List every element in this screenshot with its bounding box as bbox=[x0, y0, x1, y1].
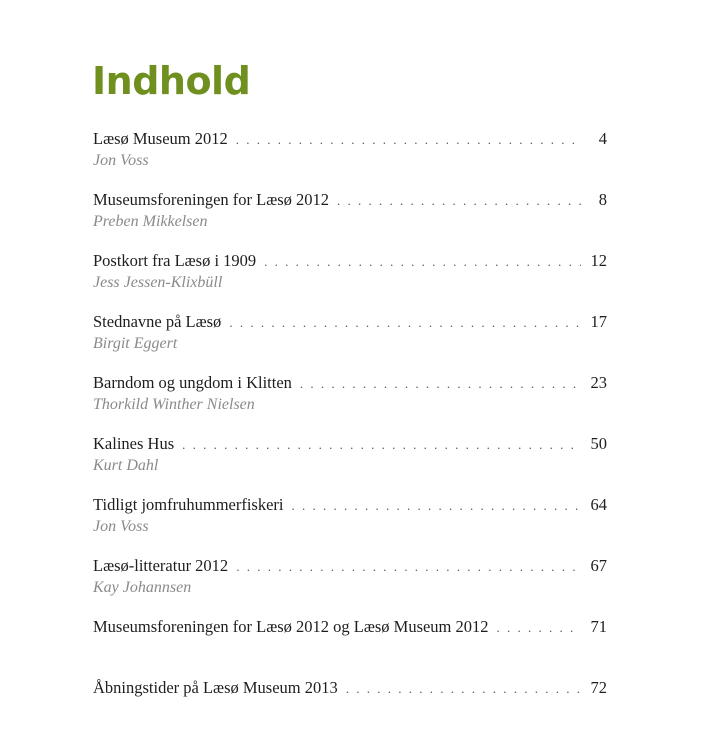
toc-entry bbox=[93, 677, 607, 738]
dot-leader bbox=[182, 434, 581, 456]
entry-author: Jon Voss bbox=[93, 152, 149, 169]
dot-leader bbox=[300, 373, 581, 395]
page-number: 12 bbox=[590, 251, 607, 270]
toc-line bbox=[93, 555, 607, 578]
toc-line bbox=[93, 433, 607, 456]
toc-line bbox=[93, 189, 607, 212]
toc-line bbox=[93, 677, 607, 700]
dot-leader bbox=[229, 312, 581, 334]
entry-title: Læsø-litteratur 2012 bbox=[93, 556, 229, 575]
toc-entry bbox=[93, 616, 607, 677]
toc-line bbox=[93, 250, 607, 273]
toc-entry bbox=[93, 555, 607, 616]
toc-entry bbox=[93, 494, 607, 555]
page-number: 23 bbox=[590, 373, 607, 392]
dot-leader bbox=[236, 129, 581, 151]
table-of-contents bbox=[93, 128, 607, 738]
entry-author: Kay Johannsen bbox=[93, 579, 192, 596]
page-number: 72 bbox=[590, 678, 607, 697]
entry-title: Museumsforeningen for Læsø 2012 bbox=[93, 190, 330, 209]
toc-line bbox=[93, 494, 607, 517]
entry-title: Stednavne på Læsø bbox=[93, 312, 222, 331]
dot-leader bbox=[346, 678, 581, 700]
dot-leader bbox=[337, 190, 581, 212]
page-number: 64 bbox=[590, 495, 607, 514]
entry-title: Museumsforeningen for Læsø 2012 og Læsø Museum 2012 bbox=[93, 617, 489, 636]
page-number: 8 bbox=[598, 190, 607, 209]
entry-author: Thorkild Winther Nielsen bbox=[93, 396, 255, 413]
page-number: 67 bbox=[590, 556, 607, 575]
entry-title: Barndom og ungdom i Klitten bbox=[93, 373, 292, 392]
entry-title: Tidligt jomfruhummerfiskeri bbox=[93, 495, 284, 514]
page-title: Indhold bbox=[92, 59, 251, 103]
toc-entry bbox=[93, 250, 607, 311]
entry-author: Jon Voss bbox=[93, 518, 149, 535]
entry-title: Kalines Hus bbox=[93, 434, 175, 453]
toc-line bbox=[93, 616, 607, 639]
dot-leader bbox=[236, 556, 581, 578]
entry-title: Åbningstider på Læsø Museum 2013 bbox=[93, 678, 338, 697]
entry-author: Jess Jessen-Klixbüll bbox=[93, 274, 223, 291]
dot-leader bbox=[264, 251, 581, 273]
entry-title: Læsø Museum 2012 bbox=[93, 129, 228, 148]
page-number: 71 bbox=[590, 617, 607, 636]
toc-entry bbox=[93, 372, 607, 433]
toc-entry bbox=[93, 128, 607, 189]
entry-author: Kurt Dahl bbox=[93, 457, 159, 474]
toc-line bbox=[93, 311, 607, 334]
toc-entry bbox=[93, 189, 607, 250]
entry-title: Postkort fra Læsø i 1909 bbox=[93, 251, 257, 270]
toc-entry bbox=[93, 433, 607, 494]
toc-entry bbox=[93, 311, 607, 372]
page-number: 4 bbox=[598, 129, 607, 148]
entry-author: Preben Mikkelsen bbox=[93, 213, 208, 230]
page-number: 17 bbox=[590, 312, 607, 331]
dot-leader bbox=[292, 495, 581, 517]
dot-leader bbox=[497, 617, 581, 639]
page-number: 50 bbox=[590, 434, 607, 453]
toc-line bbox=[93, 128, 607, 151]
entry-author: Birgit Eggert bbox=[93, 335, 178, 352]
toc-line bbox=[93, 372, 607, 395]
